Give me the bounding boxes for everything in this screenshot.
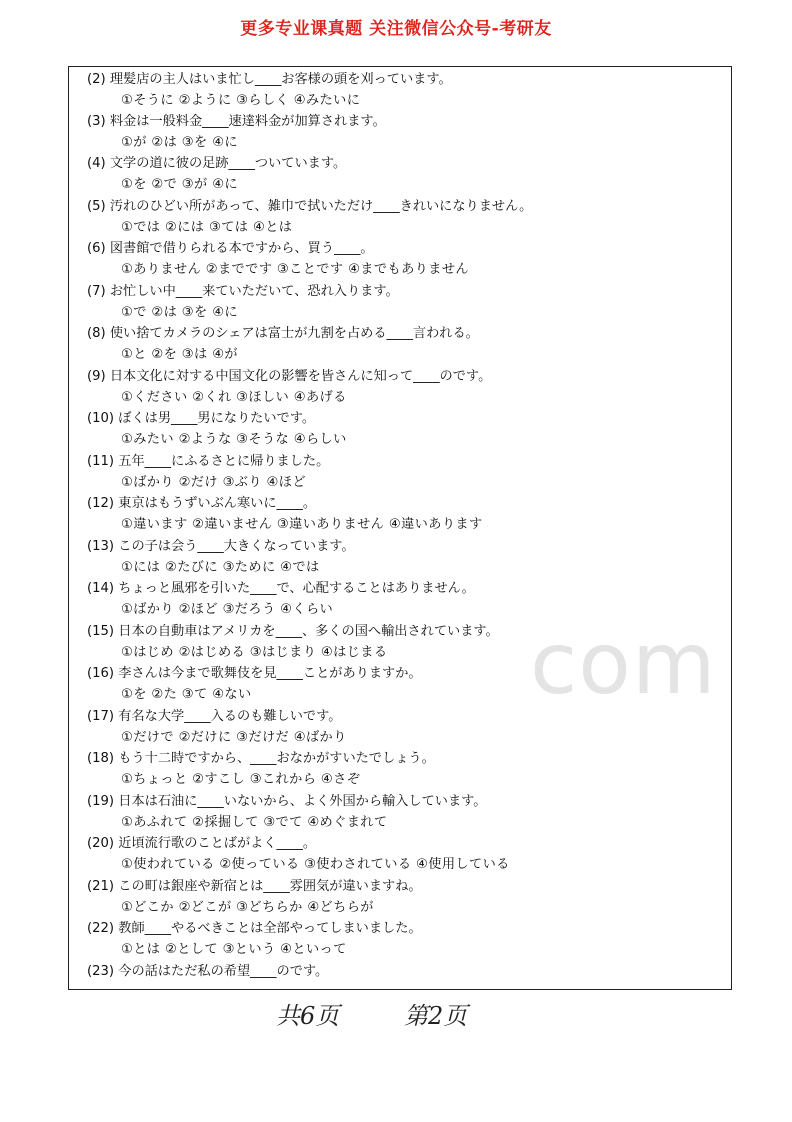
question-9: (9) 日本文化に対する中国文化の影響を皆さんに知って____のです。	[87, 369, 492, 384]
options-3: ①が ②は ③を ④に	[121, 135, 239, 150]
options-15: ①はじめ ②はじめる ③はじまり ④はじまる	[121, 645, 388, 660]
options-8: ①と ②を ③は ④が	[121, 347, 239, 362]
options-16: ①を ②た ③て ④ない	[121, 687, 252, 702]
options-20: ①使われている ②使っている ③使わされている ④使用している	[121, 857, 510, 872]
options-19: ①あふれて ②採掘して ③でて ④めぐまれて	[121, 815, 388, 830]
options-13: ①には ②たびに ③ために ④では	[121, 560, 320, 575]
question-23: (23) 今の話はただ私の希望____のです。	[87, 964, 329, 979]
options-17: ①だけで ②だけに ③だけだ ④ばかり	[121, 730, 347, 745]
options-6: ①ありません ②までです ③ことです ④までもありません	[121, 262, 470, 277]
options-5: ①では ②には ③ては ④とは	[121, 220, 293, 235]
question-5: (5) 汚れのひどい所があって、雑巾で拭いただけ____きれいになりません。	[87, 199, 533, 214]
question-18: (18) もう十二時ですから、____おなかがすいたでしょう。	[87, 751, 435, 766]
options-12: ①違います ②違いません ③違いありません ④違いあります	[121, 517, 483, 532]
top-banner: 更多专业课真题 关注微信公众号-考研友	[240, 19, 552, 39]
options-4: ①を ②で ③が ④に	[121, 177, 239, 192]
question-12: (12) 東京はもうずいぶん寒いに____。	[87, 496, 317, 511]
question-7: (7) お忙しい中____来ていただいて、恐れ入ります。	[87, 284, 399, 299]
options-7: ①で ②は ③を ④に	[121, 305, 239, 320]
exam-frame	[68, 66, 732, 990]
question-10: (10) ぼくは男____男になりたいです。	[87, 411, 316, 426]
question-8: (8) 使い捨てカメラのシェアは富士が九割を占める____言われる。	[87, 326, 479, 341]
watermark-text: com	[530, 614, 717, 714]
question-21: (21) この町は銀座や新宿とは____雰囲気が違いますね。	[87, 879, 422, 894]
question-22: (22) 教師____やるべきことは全部やってしまいました。	[87, 921, 422, 936]
question-15: (15) 日本の自動車はアメリカを____、多くの国へ輸出されています。	[87, 624, 499, 639]
question-13: (13) この子は会う____大きくなっています。	[87, 539, 355, 554]
question-2: (2) 理髪店の主人はいま忙し____お客様の頭を刈っています。	[87, 72, 452, 87]
question-3: (3) 料金は一般料金____速達料金が加算されます。	[87, 114, 386, 129]
question-11: (11) 五年____にふるさとに帰りました。	[87, 454, 330, 469]
handwritten-page-number: 第2页	[404, 1002, 468, 1030]
question-20: (20) 近頃流行歌のことばがよく____。	[87, 836, 317, 851]
options-21: ①どこか ②どこが ③どちらか ④どちらが	[121, 900, 374, 915]
question-16: (16) 李さんは今まで歌舞伎を見____ことがありますか。	[87, 666, 422, 681]
question-6: (6) 図書館で借りられる本ですから、買う____。	[87, 241, 374, 256]
options-22: ①とは ②として ③という ④といって	[121, 942, 347, 957]
question-19: (19) 日本は石油に____いないから、よく外国から輸入しています。	[87, 794, 487, 809]
options-2: ①そうに ②ように ③らしく ④みたいに	[121, 93, 361, 108]
options-11: ①ばかり ②だけ ③ぶり ④ほど	[121, 475, 306, 490]
options-18: ①ちょっと ②すこし ③これから ④さぞ	[121, 772, 361, 787]
question-4: (4) 文学の道に彼の足跡____ついています。	[87, 156, 347, 171]
question-14: (14) ちょっと風邪を引いた____で、心配することはありません。	[87, 581, 475, 596]
options-10: ①みたい ②ような ③そうな ④らしい	[121, 432, 347, 447]
options-14: ①ばかり ②ほど ③だろう ④くらい	[121, 602, 334, 617]
options-9: ①ください ②くれ ③ほしい ④あげる	[121, 390, 347, 405]
question-17: (17) 有名な大学____入るのも難しいです。	[87, 709, 342, 724]
handwritten-total-pages: 共6页	[276, 1002, 340, 1030]
